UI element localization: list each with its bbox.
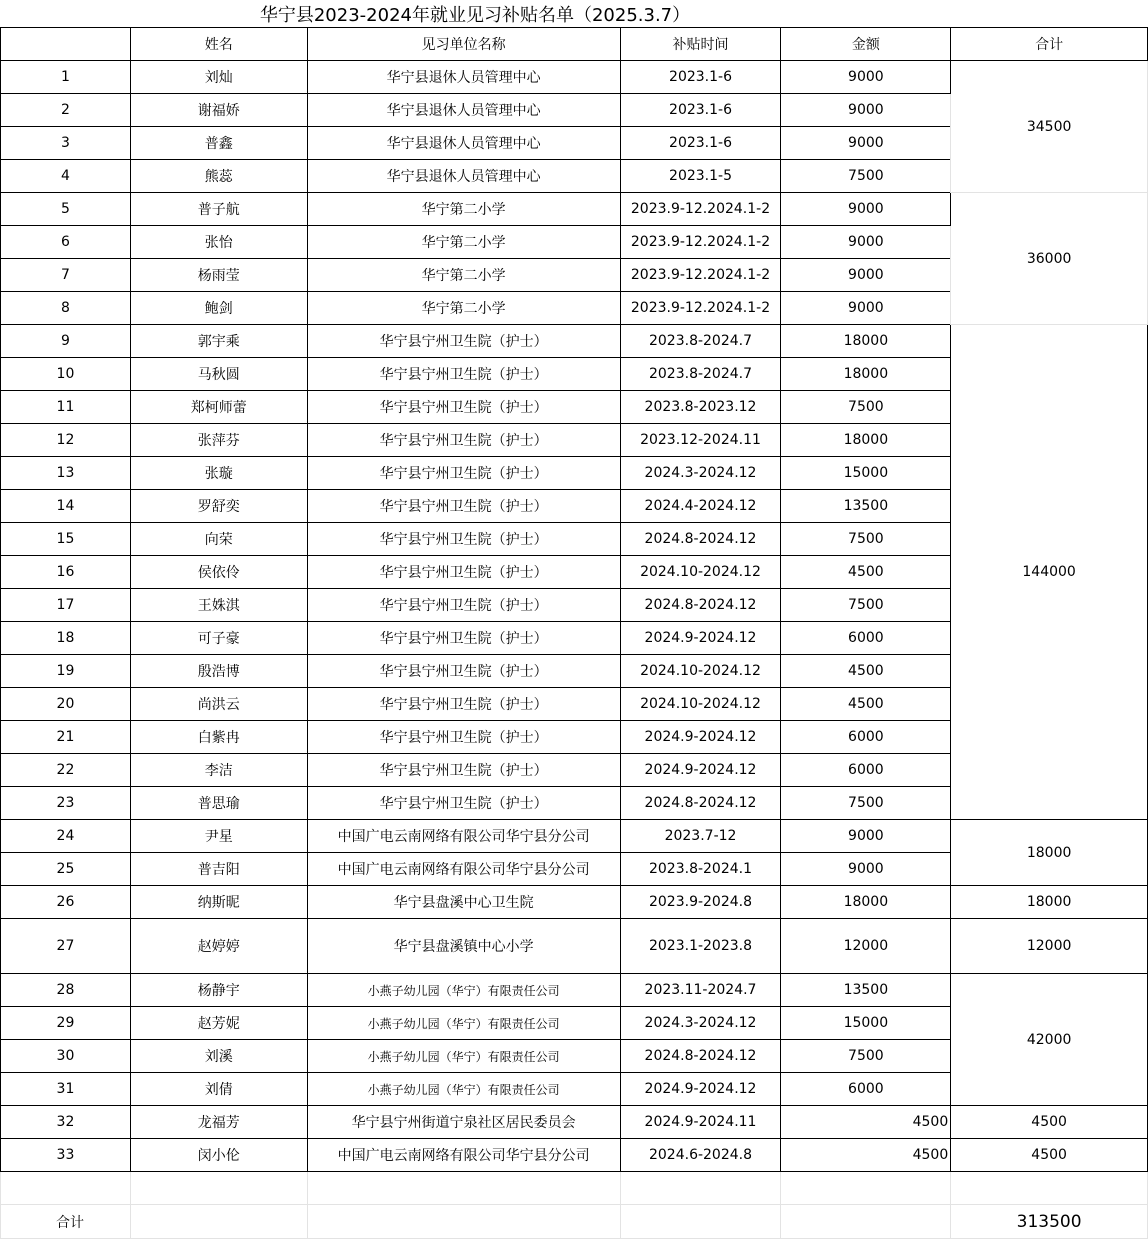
unit-cell: 华宁县盘溪镇中心小学 [307,919,620,974]
group-total-cell: 34500 [951,61,1148,193]
period-cell: 2023.8-2024.7 [620,358,781,391]
period-cell: 2023.8-2023.12 [620,391,781,424]
table-row [1,820,1148,853]
row-index: 24 [1,820,131,853]
unit-cell: 华宁县退休人员管理中心 [307,61,620,94]
period-cell: 2023.1-6 [620,94,781,127]
period-cell: 2024.10-2024.12 [620,688,781,721]
period-cell: 2024.9-2024.12 [620,1073,781,1106]
name-cell: 白紫冉 [130,721,307,754]
amount-cell: 7500 [781,391,951,424]
name-cell: 可子豪 [130,622,307,655]
unit-cell: 华宁县宁州卫生院（护士） [307,490,620,523]
unit-cell: 中国广电云南网络有限公司华宁县分公司 [307,1139,620,1172]
row-index: 1 [1,61,131,94]
column-header: 补贴时间 [620,28,781,61]
unit-cell: 小燕子幼儿园（华宁）有限责任公司 [307,1073,620,1106]
unit-cell: 华宁县退休人员管理中心 [307,94,620,127]
blank-cell [620,1172,781,1205]
blank-cell [130,1205,307,1239]
subsidy-table [0,27,1148,1239]
amount-cell: 9000 [781,820,951,853]
row-index: 19 [1,655,131,688]
row-index: 20 [1,688,131,721]
amount-cell: 4500 [781,688,951,721]
amount-cell: 9000 [781,226,951,259]
name-cell: 尹星 [130,820,307,853]
name-cell: 普鑫 [130,127,307,160]
row-index: 16 [1,556,131,589]
unit-cell: 华宁县宁州卫生院（护士） [307,325,620,358]
name-cell: 鲍剑 [130,292,307,325]
row-index: 4 [1,160,131,193]
amount-cell: 7500 [781,787,951,820]
amount-cell: 18000 [781,424,951,457]
row-index: 30 [1,1040,131,1073]
blank-cell [781,1172,951,1205]
amount-cell: 4500 [781,1106,951,1139]
group-total-cell: 36000 [951,193,1148,325]
name-cell: 普吉阳 [130,853,307,886]
blank-cell [951,1172,1148,1205]
amount-cell: 7500 [781,589,951,622]
period-cell: 2024.10-2024.12 [620,655,781,688]
name-cell: 闵小伦 [130,1139,307,1172]
amount-cell: 6000 [781,622,951,655]
period-cell: 2024.8-2024.12 [620,1040,781,1073]
period-cell: 2023.9-12.2024.1-2 [620,259,781,292]
amount-cell: 9000 [781,853,951,886]
blank-cell [307,1172,620,1205]
amount-cell: 15000 [781,457,951,490]
amount-cell: 15000 [781,1007,951,1040]
row-index: 5 [1,193,131,226]
row-index: 7 [1,259,131,292]
amount-cell: 18000 [781,886,951,919]
row-index: 10 [1,358,131,391]
header-row [1,28,1148,61]
amount-cell: 7500 [781,523,951,556]
table-row [1,193,1148,226]
row-index: 6 [1,226,131,259]
period-cell: 2024.8-2024.12 [620,523,781,556]
row-index: 25 [1,853,131,886]
amount-cell: 18000 [781,358,951,391]
unit-cell: 华宁县宁州卫生院（护士） [307,721,620,754]
row-index: 32 [1,1106,131,1139]
name-cell: 罗舒奕 [130,490,307,523]
period-cell: 2024.9-2024.12 [620,721,781,754]
name-cell: 李洁 [130,754,307,787]
unit-cell: 华宁县宁州卫生院（护士） [307,688,620,721]
period-cell: 2023.12-2024.11 [620,424,781,457]
row-index: 12 [1,424,131,457]
period-cell: 2023.8-2024.1 [620,853,781,886]
row-index: 26 [1,886,131,919]
name-cell: 熊蕊 [130,160,307,193]
grand-total-row [1,1205,1148,1239]
amount-cell: 9000 [781,94,951,127]
group-total-cell: 4500 [951,1106,1148,1139]
name-cell: 普子航 [130,193,307,226]
name-cell: 杨雨莹 [130,259,307,292]
unit-cell: 华宁县宁州街道宁泉社区居民委员会 [307,1106,620,1139]
unit-cell: 华宁县退休人员管理中心 [307,160,620,193]
table-row [1,325,1148,358]
column-header: 合计 [951,28,1148,61]
unit-cell: 华宁第二小学 [307,259,620,292]
unit-cell: 华宁第二小学 [307,226,620,259]
amount-cell: 4500 [781,1139,951,1172]
unit-cell: 华宁县宁州卫生院（护士） [307,358,620,391]
name-cell: 殷浩博 [130,655,307,688]
row-index: 31 [1,1073,131,1106]
period-cell: 2023.7-12 [620,820,781,853]
blank-cell [130,1172,307,1205]
period-cell: 2024.10-2024.12 [620,556,781,589]
blank-row [1,1172,1148,1205]
period-cell: 2024.3-2024.12 [620,1007,781,1040]
period-cell: 2023.11-2024.7 [620,974,781,1007]
row-index: 27 [1,919,131,974]
period-cell: 2023.1-5 [620,160,781,193]
blank-cell [620,1205,781,1239]
amount-cell: 9000 [781,127,951,160]
amount-cell: 4500 [781,556,951,589]
unit-cell: 华宁县宁州卫生院（护士） [307,457,620,490]
amount-cell: 9000 [781,292,951,325]
period-cell: 2023.1-6 [620,127,781,160]
period-cell: 2023.9-12.2024.1-2 [620,292,781,325]
name-cell: 刘灿 [130,61,307,94]
period-cell: 2023.1-6 [620,61,781,94]
unit-cell: 华宁县宁州卫生院（护士） [307,754,620,787]
name-cell: 刘倩 [130,1073,307,1106]
row-index: 11 [1,391,131,424]
name-cell: 张怡 [130,226,307,259]
name-cell: 谢福娇 [130,94,307,127]
name-cell: 马秋圆 [130,358,307,391]
name-cell: 尚洪云 [130,688,307,721]
group-total-cell: 42000 [951,974,1148,1106]
name-cell: 赵婷婷 [130,919,307,974]
period-cell: 2023.9-2024.8 [620,886,781,919]
unit-cell: 华宁县宁州卫生院（护士） [307,622,620,655]
unit-cell: 华宁县盘溪中心卫生院 [307,886,620,919]
blank-cell [781,1205,951,1239]
grand-total-value: 313500 [951,1205,1148,1239]
group-total-cell: 18000 [951,820,1148,886]
row-index: 21 [1,721,131,754]
name-cell: 郭宇乘 [130,325,307,358]
period-cell: 2024.4-2024.12 [620,490,781,523]
name-cell: 向荣 [130,523,307,556]
table-row [1,974,1148,1007]
period-cell: 2023.9-12.2024.1-2 [620,226,781,259]
column-header: 见习单位名称 [307,28,620,61]
amount-cell: 6000 [781,754,951,787]
unit-cell: 华宁县宁州卫生院（护士） [307,556,620,589]
period-cell: 2024.8-2024.12 [620,787,781,820]
name-cell: 张璇 [130,457,307,490]
group-total-cell: 18000 [951,886,1148,919]
row-index: 14 [1,490,131,523]
row-index: 17 [1,589,131,622]
name-cell: 龙福芳 [130,1106,307,1139]
table-row [1,1106,1148,1139]
amount-cell: 7500 [781,1040,951,1073]
row-index: 29 [1,1007,131,1040]
amount-cell: 12000 [781,919,951,974]
name-cell: 郑柯师蕾 [130,391,307,424]
row-index: 23 [1,787,131,820]
row-index: 2 [1,94,131,127]
unit-cell: 华宁第二小学 [307,193,620,226]
unit-cell: 小燕子幼儿园（华宁）有限责任公司 [307,974,620,1007]
name-cell: 张萍芬 [130,424,307,457]
amount-cell: 9000 [781,259,951,292]
name-cell: 赵芳妮 [130,1007,307,1040]
row-index: 22 [1,754,131,787]
name-cell: 杨静宇 [130,974,307,1007]
period-cell: 2024.9-2024.12 [620,754,781,787]
unit-cell: 中国广电云南网络有限公司华宁县分公司 [307,853,620,886]
amount-cell: 6000 [781,1073,951,1106]
group-total-cell: 4500 [951,1139,1148,1172]
period-cell: 2024.8-2024.12 [620,589,781,622]
unit-cell: 华宁县宁州卫生院（护士） [307,391,620,424]
unit-cell: 华宁县宁州卫生院（护士） [307,424,620,457]
unit-cell: 小燕子幼儿园（华宁）有限责任公司 [307,1040,620,1073]
blank-cell [1,1172,131,1205]
unit-cell: 华宁县宁州卫生院（护士） [307,655,620,688]
blank-cell [307,1205,620,1239]
table-row [1,886,1148,919]
period-cell: 2024.9-2024.12 [620,622,781,655]
unit-cell: 中国广电云南网络有限公司华宁县分公司 [307,820,620,853]
row-index: 28 [1,974,131,1007]
column-header: 金额 [781,28,951,61]
total-label: 合计 [1,1205,131,1239]
name-cell: 纳斯昵 [130,886,307,919]
table-row [1,1139,1148,1172]
amount-cell: 4500 [781,655,951,688]
unit-cell: 华宁第二小学 [307,292,620,325]
amount-cell: 7500 [781,160,951,193]
period-cell: 2024.9-2024.11 [620,1106,781,1139]
amount-cell: 13500 [781,974,951,1007]
name-cell: 王姝淇 [130,589,307,622]
period-cell: 2023.1-2023.8 [620,919,781,974]
row-index: 15 [1,523,131,556]
unit-cell: 华宁县宁州卫生院（护士） [307,589,620,622]
group-total-cell: 12000 [951,919,1148,974]
amount-cell: 18000 [781,325,951,358]
unit-cell: 华宁县宁州卫生院（护士） [307,523,620,556]
period-cell: 2023.9-12.2024.1-2 [620,193,781,226]
unit-cell: 小燕子幼儿园（华宁）有限责任公司 [307,1007,620,1040]
amount-cell: 13500 [781,490,951,523]
row-index: 18 [1,622,131,655]
unit-cell: 华宁县退休人员管理中心 [307,127,620,160]
period-cell: 2024.3-2024.12 [620,457,781,490]
row-index: 8 [1,292,131,325]
period-cell: 2023.8-2024.7 [620,325,781,358]
amount-cell: 6000 [781,721,951,754]
row-index: 13 [1,457,131,490]
table-row [1,61,1148,94]
amount-cell: 9000 [781,193,951,226]
name-cell: 侯依伶 [130,556,307,589]
column-header [1,28,131,61]
period-cell: 2024.6-2024.8 [620,1139,781,1172]
page-title: 华宁县2023-2024年就业见习补贴名单（2025.3.7） [259,5,691,26]
column-header: 姓名 [130,28,307,61]
amount-cell: 9000 [781,61,951,94]
row-index: 3 [1,127,131,160]
row-index: 33 [1,1139,131,1172]
table-row [1,919,1148,974]
unit-cell: 华宁县宁州卫生院（护士） [307,787,620,820]
name-cell: 刘溪 [130,1040,307,1073]
name-cell: 普思瑜 [130,787,307,820]
group-total-cell: 144000 [951,325,1148,820]
row-index: 9 [1,325,131,358]
